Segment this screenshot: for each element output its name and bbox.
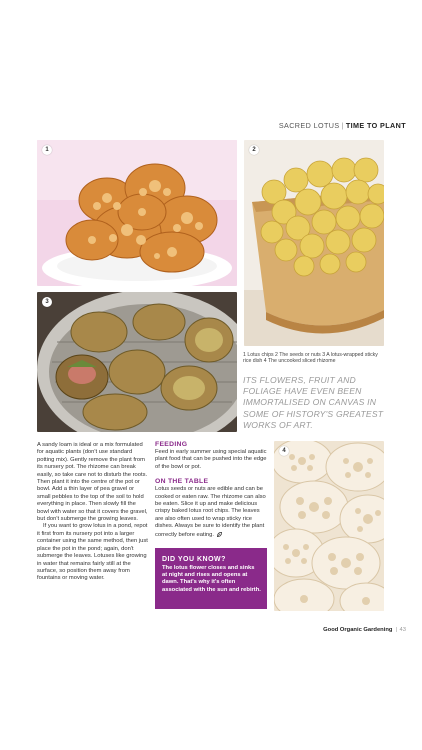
photo-sliced-rhizome xyxy=(274,441,384,611)
lotus-chips-image xyxy=(37,140,237,286)
body-column-2 xyxy=(155,441,267,539)
paragraph: If you want to grow lotus in a pond, repot it first from its nursery pot into a larger container using the same method, then just place the pot in the pond; again, don't submerge the leaves. Lotuses like growing in water that remains fairly still at the surface, so position them away from fountains or moving water. xyxy=(37,523,148,582)
did-you-know-text: The lotus flower closes and sinks at night and rises and opens at dawn. That's why it's often associated with the sun and rebirth. xyxy=(162,565,261,593)
photo-sticky-rice xyxy=(37,292,237,432)
header-topic: SACRED LOTUS xyxy=(278,121,340,130)
page-number: 43 xyxy=(399,627,406,633)
page-footer xyxy=(309,627,406,633)
photo-caption: 1 Lotus chips 2 The seeds or nuts 3 A lotus-wrapped sticky rice dish 4 The uncooked sliced rhizome xyxy=(243,352,378,365)
sticky-rice-image xyxy=(37,292,237,432)
page-header xyxy=(250,121,406,130)
magazine-name: Good Organic Gardening xyxy=(323,627,393,633)
pull-quote: ITS FLOWERS, FRUIT AND FOLIAGE HAVE EVEN BEEN IMMORTALISED ON CANVAS IN SOME OF HISTORY'S GREATEST WORKS OF ART. xyxy=(243,375,384,430)
on-the-table-heading: ON THE TABLE xyxy=(155,478,209,486)
feeding-heading: FEEDING xyxy=(155,441,188,448)
sliced-rhizome-image xyxy=(274,441,384,611)
photo-number-badge: 1 xyxy=(42,145,52,155)
leaf-end-icon xyxy=(216,531,223,538)
on-the-table-body: Lotus seeds or nuts are edible and can be cooked or eaten raw. The rhizome can also be eaten. Slice it up and make delicious crispy baked lotus root chips. The leaves are also often used to wrap sticky rice dishes. Always be sure to identify the plant correctly before eating. xyxy=(155,486,266,538)
header-separator: | xyxy=(341,121,344,130)
photo-number-badge: 2 xyxy=(249,145,259,155)
photo-number-badge: 3 xyxy=(42,297,52,307)
photo-lotus-seeds xyxy=(244,140,384,346)
photo-lotus-chips xyxy=(37,140,237,286)
lotus-seeds-image xyxy=(244,140,384,346)
did-you-know-box xyxy=(155,548,267,609)
photo-number-badge: 4 xyxy=(279,446,289,456)
did-you-know-title: DID YOU KNOW? xyxy=(162,556,226,563)
footer-separator: | xyxy=(396,627,398,633)
on-the-table-text xyxy=(155,486,267,539)
body-column-1 xyxy=(37,442,149,583)
header-section: TIME TO PLANT xyxy=(345,121,406,130)
feeding-text: Feed in early summer using special aquatic plant food that can be pushed into the edge of the bowl or pot. xyxy=(155,449,267,470)
paragraph: A sandy loam is ideal or a mix formulated for aquatic plants (don't use standard potting mix). Gently remove the plant from its nursery pot. The rhizome can break easily, so take care not to disturb the roots. Then plant it into the centre of the pot or bowl. Add a thin layer of pea gravel or small pebbles to the top of the soil to hold everything in place. Then slowly fill the bowl with water so that it covers the gravel, but don't submerge the growing leaves. xyxy=(37,442,148,523)
